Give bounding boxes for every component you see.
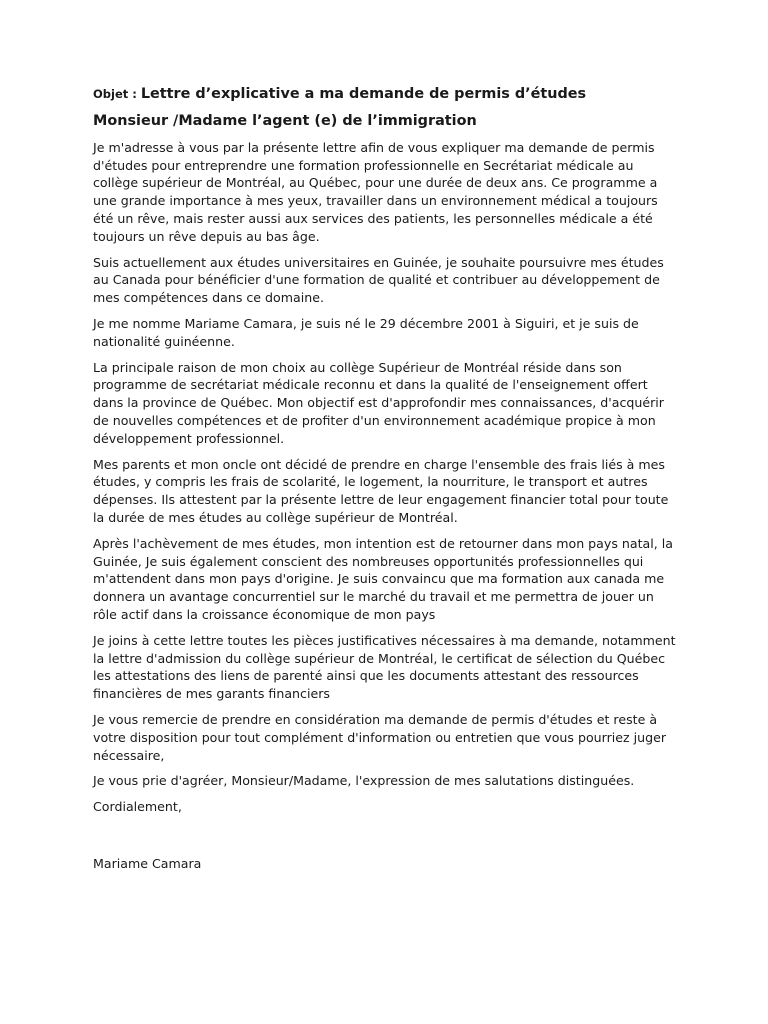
paragraph-current-studies: Suis actuellement aux études universitaires en Guinée, je souhaite poursuivre mes études au Canada pour bénéficier d'une formation de qualité et contribuer au développement de mes compétences dans ce domaine. bbox=[93, 254, 664, 306]
paragraph-regards: Je vous prie d'agréer, Monsieur/Madame, l'expression de mes salutations distinguées. bbox=[93, 773, 635, 789]
paragraph-return-plan: Après l'achèvement de mes études, mon intention est de retourner dans mon pays natal, la Guinée, Je suis également conscient des nombreuses opportunités professionnelles qui m'attendent dans mon pays d'origine. Je suis convaincu que ma formation aux canada me donnera un avantage concurrentiel sur le marché du travail et me permettra de jouer un rôle actif dans la croissance économique de mon pays bbox=[93, 535, 673, 622]
subject-prefix: Objet : bbox=[93, 87, 141, 101]
closing: Cordialement, bbox=[93, 799, 182, 815]
paragraph-thanks: Je vous remercie de prendre en considération ma demande de permis d'études et reste à votre disposition pour tout complément d'information ou entretien que vous pourriez juger nécessaire, bbox=[93, 711, 667, 763]
salutation: Monsieur /Madame l’agent (e) de l’immigration bbox=[93, 112, 477, 129]
subject-line bbox=[93, 85, 677, 104]
paragraph-attachments: Je joins à cette lettre toutes les pièces justificatives nécessaires à ma demande, notamment la lettre d'admission du collège supérieur de Montréal, le certificat de sélection du Québec les attestations des liens de parenté ainsi que les documents attestant des ressources financières de mes garants financiers bbox=[93, 632, 676, 702]
subject-title: Lettre d’explicative a ma demande de permis d’études bbox=[140, 86, 587, 102]
paragraph-intro: Je m'adresse à vous par la présente lettre afin de vous expliquer ma demande de permis d'études pour entreprendre une formation professionnelle en Secrétariat médicale au collège supérieur de Montréal, au Québec, pour une durée de deux ans. Ce programme a une grande importance à mes yeux, travailler dans un environnement médical a toujours été un rêve, mais rester aussi aux services des patients, les personnelles médicale a été toujours un rêve depuis au bas âge. bbox=[93, 139, 658, 244]
paragraph-school-choice: La principale raison de mon choix au collège Supérieur de Montréal réside dans son programme de secrétariat médicale reconnu et dans la qualité de l'enseignement offert dans la province de Québec. Mon objectif est d'approfondir mes connaissances, d'acquérir de nouvelles compétences et de profiter d'un environnement académique propice à mon développement professionnel. bbox=[93, 359, 664, 446]
signature-name: Mariame Camara bbox=[93, 855, 202, 871]
letter-body bbox=[93, 85, 677, 873]
paragraph-financing: Mes parents et mon oncle ont décidé de prendre en charge l'ensemble des frais liés à mes études, y compris les frais de scolarité, le logement, la nourriture, le transport et autres dépenses. Ils attestent par la présente lettre de leur engagement financier total pour toute la durée de mes études au collège supérieur de Montréal. bbox=[93, 456, 669, 525]
paragraph-identity: Je me nomme Mariame Camara, je suis né le 29 décembre 2001 à Siguiri, et je suis de nationalité guinéenne. bbox=[93, 315, 639, 349]
